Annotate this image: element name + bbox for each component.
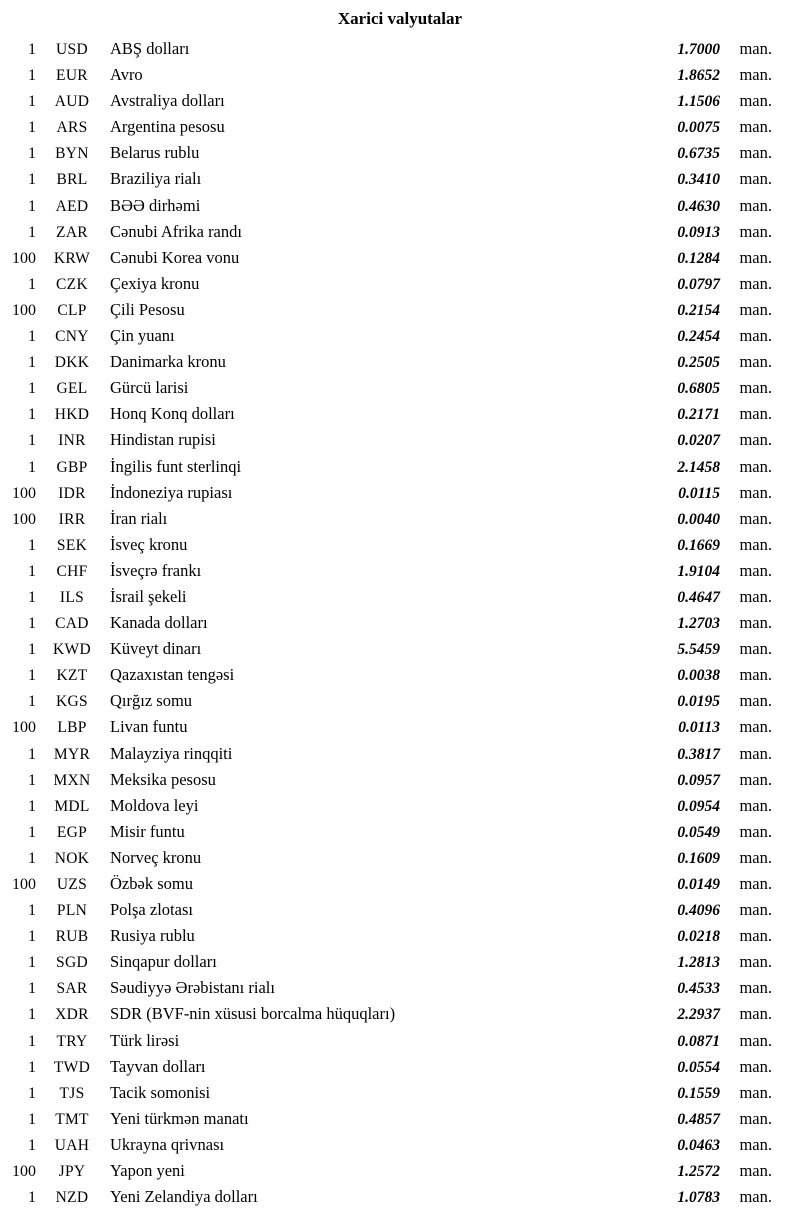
currency-code: EUR [56,67,88,85]
currency-unit: man. [739,378,772,398]
currency-name: Avstraliya dolları [110,91,225,111]
currency-rates-table [0,36,800,1210]
currency-unit: man. [739,560,772,580]
currency-rate: 0.4533 [677,980,720,998]
currency-quantity: 1 [28,1110,36,1128]
currency-unit: man. [739,952,772,972]
currency-code: NOK [54,849,90,867]
currency-code: KZT [56,667,88,685]
currency-row [0,166,800,192]
currency-unit: man. [739,821,772,841]
currency-row [0,506,800,532]
currency-code: IRR [58,510,86,528]
currency-unit: man. [739,743,772,763]
currency-name: İsrail şekeli [110,586,187,606]
currency-code: EGP [56,823,88,841]
currency-unit: man. [739,326,772,346]
currency-name: Çexiya kronu [110,273,200,293]
currency-code: NZD [55,1189,89,1207]
currency-unit: man. [739,1056,772,1076]
currency-unit: man. [739,456,772,476]
currency-unit: man. [739,1004,772,1024]
currency-quantity: 1 [28,380,36,398]
currency-rate: 0.3817 [677,745,720,763]
currency-row [0,1158,800,1184]
currency-row [0,610,800,636]
currency-unit: man. [739,613,772,633]
currency-quantity: 1 [28,980,36,998]
currency-code: CLP [57,301,87,319]
currency-name: Cənubi Afrika randı [110,221,242,241]
currency-code: TRY [56,1032,88,1050]
currency-name: ABŞ dolları [110,39,190,58]
currency-row [0,297,800,323]
currency-name: İsveçrə frankı [110,560,202,580]
currency-code: JPY [58,1163,86,1181]
currency-unit: man. [739,247,772,267]
currency-name: Meksika pesosu [110,769,216,789]
currency-quantity: 1 [28,615,36,633]
currency-quantity: 100 [12,484,36,502]
currency-row [0,558,800,584]
currency-quantity: 1 [28,119,36,137]
currency-quantity: 1 [28,93,36,111]
currency-rate: 2.2937 [677,1006,720,1024]
currency-quantity: 1 [28,197,36,215]
currency-quantity: 1 [28,693,36,711]
currency-code: KGS [56,693,88,711]
currency-code: CHF [56,562,88,580]
currency-name: Honq Konq dolları [110,404,235,424]
currency-row [0,480,800,506]
currency-row [0,793,800,819]
currency-unit: man. [739,117,772,137]
currency-row [0,662,800,688]
currency-quantity: 1 [28,1084,36,1102]
currency-quantity: 1 [28,771,36,789]
currency-quantity: 100 [12,876,36,893]
currency-unit: man. [739,352,772,372]
currency-quantity: 1 [28,667,36,685]
currency-quantity: 1 [28,536,36,554]
currency-name: Hindistan rupisi [110,430,216,450]
currency-rate: 0.0913 [677,223,720,241]
currency-unit: man. [739,1187,772,1207]
currency-name: Misir funtu [110,821,185,841]
currency-unit: man. [739,874,772,893]
currency-unit: man. [739,665,772,685]
currency-quantity: 1 [28,588,36,606]
currency-quantity: 100 [12,719,36,737]
currency-code: TWD [53,1058,91,1076]
currency-quantity: 100 [12,1163,36,1181]
currency-unit: man. [739,639,772,659]
currency-name: Qırğız somu [110,691,193,711]
currency-code: ARS [56,119,88,137]
currency-code: MYR [53,745,91,763]
currency-name: Polşa zlotası [110,900,193,920]
currency-row [0,1106,800,1132]
page-title: Xarici valyutalar [337,9,463,28]
currency-name: Livan funtu [110,717,188,737]
currency-quantity: 100 [12,301,36,319]
currency-rate: 0.2154 [677,301,720,319]
currency-row [0,427,800,453]
currency-rate: 1.7000 [677,41,720,58]
currency-rate: 0.0075 [677,119,720,137]
currency-quantity: 1 [28,145,36,163]
currency-unit: man. [739,221,772,241]
currency-code: DKK [54,354,90,372]
currency-quantity: 1 [28,275,36,293]
currency-row [0,532,800,558]
currency-rate: 1.0783 [677,1189,720,1207]
currency-quantity: 1 [28,1006,36,1024]
currency-row [0,845,800,871]
currency-unit: man. [739,404,772,424]
currency-unit: man. [739,39,772,58]
currency-rate: 0.0113 [678,719,720,737]
currency-rate: 0.0797 [677,275,720,293]
currency-code: AED [55,197,89,215]
currency-row [0,949,800,975]
currency-quantity: 1 [28,562,36,580]
currency-code: KWD [53,641,91,659]
currency-unit: man. [739,430,772,450]
currency-code: BYN [55,145,89,163]
currency-name: Yeni türkmən manatı [110,1108,249,1128]
currency-rate: 1.2703 [677,615,720,633]
currency-unit: man. [739,717,772,737]
currency-unit: man. [739,91,772,111]
currency-quantity: 1 [28,354,36,372]
currency-unit: man. [739,169,772,189]
currency-row [0,975,800,1001]
currency-quantity: 1 [28,849,36,867]
currency-code: AUD [54,93,90,111]
currency-code: RUB [55,928,89,946]
currency-rate: 1.2572 [677,1163,720,1181]
currency-code: SAR [56,980,88,998]
currency-code: CAD [55,615,89,633]
currency-row [0,62,800,88]
currency-rate: 5.5459 [677,641,720,659]
currency-name: Norveç kronu [110,847,202,867]
currency-code: CNY [55,328,89,346]
currency-row [0,741,800,767]
currency-name: BƏƏ dirhəmi [110,195,201,215]
currency-unit: man. [739,65,772,85]
currency-row [0,245,800,271]
currency-unit: man. [739,926,772,946]
currency-unit: man. [739,847,772,867]
currency-quantity: 1 [28,328,36,346]
currency-row [0,636,800,662]
currency-name: Belarus rublu [110,143,200,163]
currency-row [0,1184,800,1210]
currency-name: Gürcü larisi [110,378,189,398]
currency-rate: 0.2171 [677,406,720,424]
currency-quantity: 1 [28,745,36,763]
currency-unit: man. [739,273,772,293]
currency-rate: 1.9104 [677,562,720,580]
currency-rate: 0.1609 [677,849,720,867]
currency-unit: man. [739,534,772,554]
currency-name: SDR (BVF-nin xüsusi borcalma hüquqları) [110,1004,396,1024]
currency-quantity: 1 [28,1058,36,1076]
currency-unit: man. [739,482,772,502]
currency-unit: man. [739,1161,772,1181]
currency-quantity: 1 [28,797,36,815]
currency-unit: man. [739,1108,772,1128]
currency-unit: man. [739,1082,772,1102]
currency-name: Türk lirəsi [110,1030,180,1050]
currency-quantity: 1 [28,902,36,920]
currency-rate: 0.1669 [677,536,720,554]
currency-name: Rusiya rublu [110,926,195,946]
currency-name: İndoneziya rupiası [110,482,233,502]
currency-row [0,897,800,923]
currency-quantity: 1 [28,67,36,85]
currency-unit: man. [739,1030,772,1050]
currency-code: MXN [53,771,91,789]
currency-row [0,1054,800,1080]
currency-rate: 0.4630 [677,197,720,215]
currency-code: UAH [54,1136,90,1154]
currency-code: GEL [56,380,88,398]
currency-unit: man. [739,586,772,606]
currency-rate: 0.0218 [677,928,720,946]
currency-quantity: 1 [28,641,36,659]
currency-rate: 0.1284 [677,249,720,267]
currency-row [0,323,800,349]
currency-row [0,349,800,375]
currency-rate: 0.0549 [677,823,720,841]
currency-code: ILS [59,588,85,606]
currency-code: SEK [56,536,88,554]
currency-row [0,193,800,219]
currency-code: CZK [56,275,88,293]
currency-row [0,923,800,949]
currency-row [0,714,800,740]
currency-code: KRW [53,249,91,267]
currency-unit: man. [739,508,772,528]
currency-rate: 0.1559 [677,1084,720,1102]
currency-code: GBP [56,458,88,476]
currency-quantity: 1 [28,223,36,241]
currency-name: Özbək somu [110,874,193,893]
currency-name: Qazaxıstan tengəsi [110,665,235,685]
currency-row [0,219,800,245]
currency-unit: man. [739,978,772,998]
currency-quantity: 1 [28,406,36,424]
currency-rate: 0.4647 [677,588,720,606]
currency-name: Braziliya rialı [110,169,202,189]
currency-name: Çin yuanı [110,326,175,346]
currency-unit: man. [739,795,772,815]
currency-name: Avro [110,65,143,85]
currency-code: TMT [55,1110,89,1128]
currency-name: Tacik somonisi [110,1082,211,1102]
currency-unit: man. [739,900,772,920]
currency-rate: 0.3410 [677,171,720,189]
currency-name: Kanada dolları [110,613,208,633]
currency-rate: 0.0554 [677,1058,720,1076]
currency-name: Yapon yeni [110,1161,185,1181]
currency-quantity: 1 [28,954,36,972]
currency-quantity: 1 [28,458,36,476]
currency-rate: 0.2454 [677,328,720,346]
currency-name: Argentina pesosu [110,117,225,137]
currency-name: Moldova leyi [110,795,199,815]
currency-row [0,1001,800,1027]
currency-row [0,767,800,793]
currency-code: IDR [58,484,86,502]
currency-name: Malayziya rinqqiti [110,743,233,763]
currency-quantity: 1 [28,1189,36,1207]
currency-unit: man. [739,769,772,789]
currency-rate: 2.1458 [677,458,720,476]
currency-quantity: 100 [12,510,36,528]
currency-code: LBP [57,719,87,737]
currency-code: UZS [56,876,88,893]
currency-row [0,401,800,427]
currency-code: PLN [56,902,88,920]
currency-code: USD [56,41,88,58]
currency-row [0,1132,800,1158]
currency-row [0,871,800,897]
currency-row [0,454,800,480]
currency-code: XDR [55,1006,89,1024]
currency-quantity: 100 [12,249,36,267]
currency-rate: 0.4096 [677,902,720,920]
currency-quantity: 1 [28,823,36,841]
currency-rate: 0.4857 [677,1110,720,1128]
currency-name: İngilis funt sterlinqi [110,456,242,476]
currency-quantity: 1 [28,1136,36,1154]
currency-unit: man. [739,299,772,319]
currency-rate: 0.0038 [677,667,720,685]
currency-rate: 0.0149 [677,876,720,893]
currency-rate: 0.0954 [677,797,720,815]
currency-quantity: 1 [28,41,36,58]
currency-code: BRL [56,171,88,189]
currency-row [0,1080,800,1106]
currency-row [0,271,800,297]
currency-rate: 0.6735 [677,145,720,163]
currency-quantity: 1 [28,171,36,189]
currency-rate: 0.0040 [677,510,720,528]
currency-name: Ukrayna qrivnası [110,1134,225,1154]
currency-code: TJS [59,1084,85,1102]
currency-code: INR [58,432,86,450]
currency-unit: man. [739,691,772,711]
currency-name: Küveyt dinarı [110,639,202,659]
currency-rate: 0.0871 [677,1032,720,1050]
currency-rate: 0.0115 [678,484,720,502]
currency-rate: 0.0957 [677,771,720,789]
currency-row [0,584,800,610]
currency-quantity: 1 [28,432,36,450]
currency-name: İsveç kronu [110,534,188,554]
currency-name: İran rialı [110,508,168,528]
currency-code: MDL [54,797,90,815]
currency-unit: man. [739,1134,772,1154]
currency-rate: 1.8652 [677,67,720,85]
currency-row [0,819,800,845]
currency-quantity: 1 [28,928,36,946]
currency-name: Cənubi Korea vonu [110,247,240,267]
currency-name: Tayvan dolları [110,1056,206,1076]
currency-unit: man. [739,143,772,163]
currency-rate: 0.6805 [677,380,720,398]
currency-name: Sinqapur dolları [110,952,217,972]
currency-row [0,36,800,62]
currency-row [0,688,800,714]
currency-code: SGD [56,954,88,972]
currency-rate: 1.2813 [677,954,720,972]
currency-row [0,375,800,401]
currency-quantity: 1 [28,1032,36,1050]
currency-name: Səudiyyə Ərəbistanı rialı [110,978,275,998]
currency-code: ZAR [56,223,88,241]
currency-code: HKD [54,406,90,424]
currency-rate: 1.1506 [677,93,720,111]
currency-row [0,114,800,140]
currency-name: Danimarka kronu [110,352,226,372]
currency-unit: man. [739,195,772,215]
currency-row [0,1028,800,1054]
currency-name: Çili Pesosu [110,299,185,319]
currency-rate: 0.0195 [677,693,720,711]
currency-name: Yeni Zelandiya dolları [110,1187,258,1207]
currency-rate: 0.2505 [677,354,720,372]
currency-row [0,140,800,166]
currency-rate: 0.0463 [677,1136,720,1154]
currency-row [0,88,800,114]
currency-rate: 0.0207 [677,432,720,450]
